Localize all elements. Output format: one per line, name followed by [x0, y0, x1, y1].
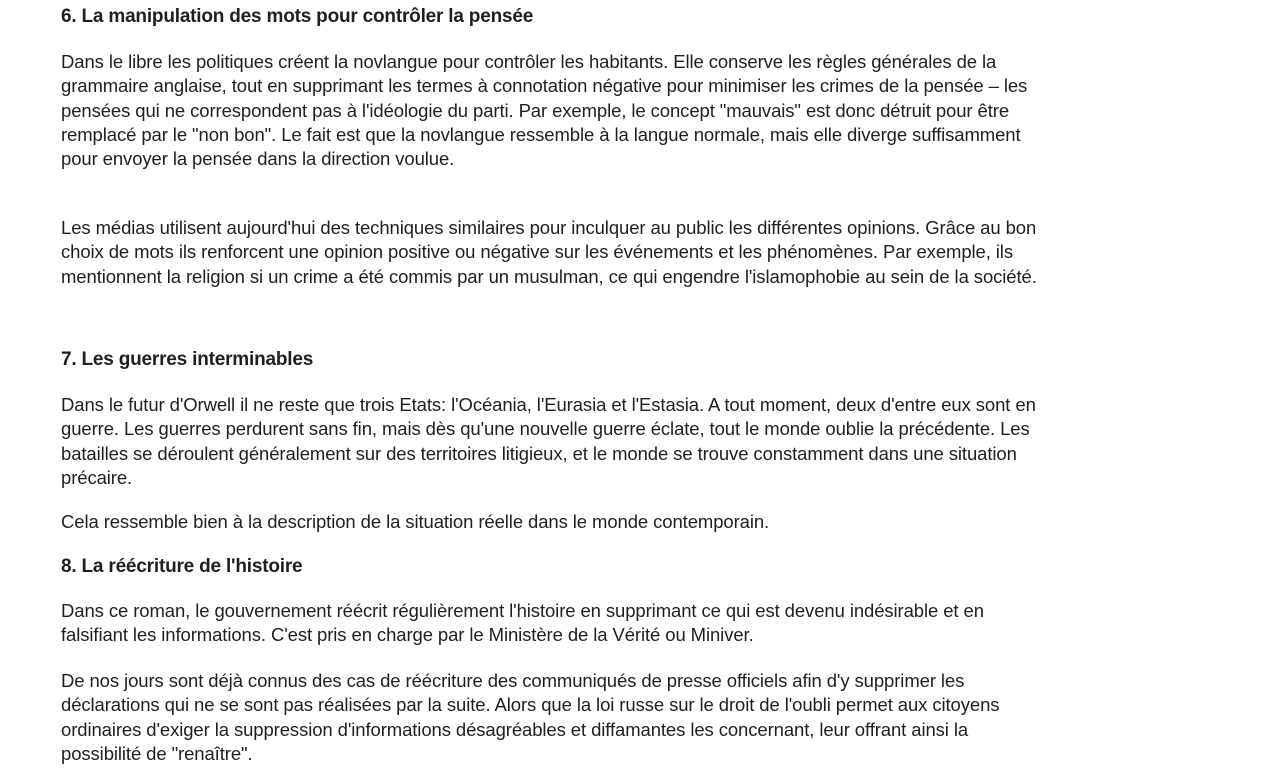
- section-6-paragraph-1: Dans le libre les politiques créent la novlangue pour contrôler les habitants. Elle conserve les règles générales de la grammaire anglaise, tout en supprimant les termes à connotation négative pour minimiser les crimes de la pensée – les pensées qui ne correspondent pas à l'idéologie du parti. Par exemple, le concept "mauvais" est donc détruit pour être remplacé par le "non bon". Le fait est que la novlangue ressemble à la langue normale, mais elle diverge suffisamment pour envoyer la pensée dans la direction voulue.: [61, 51, 1028, 170]
- section-6-paragraph-2: Les médias utilisent aujourd'hui des techniques similaires pour inculquer au public les différentes opinions. Grâce au bon choix de mots ils renforcent une opinion positive ou négative sur les événements et les phénomènes. Par exemple, ils mentionnent la religion si un crime a été commis par un musulman, ce qui engendre l'islamophobie au sein de la société.: [61, 217, 1037, 287]
- section-7-heading: 7. Les guerres interminables: [61, 349, 314, 370]
- section-7-paragraph-1: Dans le futur d'Orwell il ne reste que trois Etats: l'Océania, l'Eurasia et l'Estasia. A tout moment, deux d'entre eux sont en guerre. Les guerres perdurent sans fin, mais dès qu'une nouvelle guerre éclate, tout le monde oublie la précédente. Les batailles se déroulent généralement sur des territoires litigieux, et le monde se trouve constamment dans une situation précaire.: [61, 394, 1036, 488]
- section-8-paragraph-1: Dans ce roman, le gouvernement réécrit régulièrement l'histoire en supprimant ce qui est devenu indésirable et en falsifiant les informations. C'est pris en charge par le Ministère de la Vérité ou Miniver.: [61, 600, 984, 646]
- section-6-heading: 6. La manipulation des mots pour contrôler la pensée: [61, 6, 534, 27]
- section-8-paragraph-2: De nos jours sont déjà connus des cas de réécriture des communiqués de presse officiels afin d'y supprimer les déclarations qui ne se sont pas réalisées par la suite. Alors que la loi russe sur le droit de l'oubli permet aux citoyens ordinaires d'exiger la suppression d'informations désagréables et diffamantes les concernant, leur offrant ainsi la possibilité de "renaître".: [61, 670, 1000, 764]
- section-8-heading: 8. La réécriture de l'histoire: [61, 556, 303, 577]
- section-7-paragraph-2: Cela ressemble bien à la description de la situation réelle dans le monde contemporain.: [61, 511, 770, 532]
